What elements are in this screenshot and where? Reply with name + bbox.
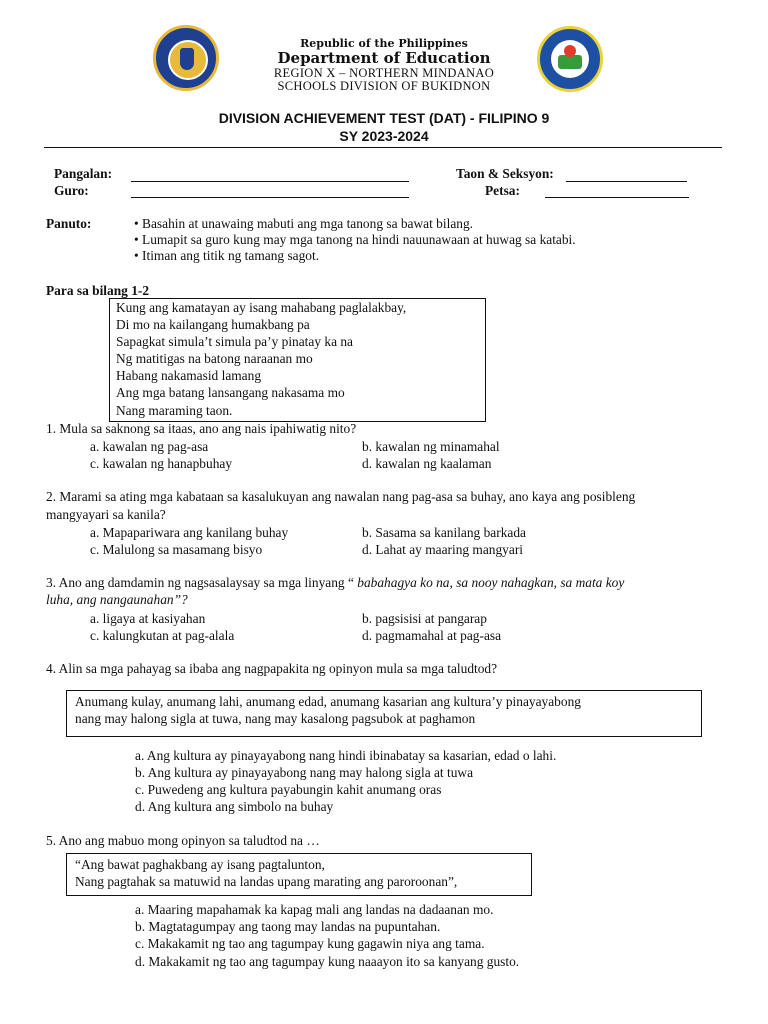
q3-option-d[interactable]: d. pagmamahal at pag-asa — [362, 628, 502, 643]
question-5: 5. Ano ang mabuo mong opinyon sa taludtod na … — [46, 833, 320, 848]
instructions-label: Panuto: — [46, 216, 92, 231]
name-label: Pangalan: — [54, 166, 113, 181]
q4-option-a[interactable]: a. Ang kultura ay pinayayabong nang hindi ibinabatay sa kasarian, edad o lahi. — [135, 748, 557, 763]
passage-line: Ng matitigas na batong naraanan mo — [116, 351, 313, 366]
q5-excerpt-line: Nang pagtahak sa matuwid na landas upang marating ang paroroonan”, — [75, 874, 458, 889]
teacher-label: Guro: — [54, 183, 89, 198]
q4-option-b[interactable]: b. Ang kultura ay pinayayabong nang may halong sigla at tuwa — [135, 765, 474, 780]
q3-quote: babahagya ko na, sa nooy nahagkan, sa mata koy — [357, 575, 625, 590]
school-year: SY 2023-2024 — [339, 128, 429, 144]
passage-line: Di mo na kailangang humakbang pa — [116, 317, 310, 332]
passage-line: Sapagkat simula’t simula pa’y pinatay ka na — [116, 334, 354, 349]
question-2: 2. Marami sa ating mga kabataan sa kasalukuyan ang nawalan nang pag-asa sa buhay, ano kaya ang posibleng — [46, 489, 636, 504]
q5-option-d[interactable]: d. Makakamit ng tao ang tagumpay kung naaayon ito sa kanyang gusto. — [135, 954, 520, 969]
q5-option-b[interactable]: b. Magtatagumpay ang taong may landas na pupuntahan. — [135, 919, 441, 934]
q3-option-c[interactable]: c. kalungkutan at pag-alala — [90, 628, 235, 643]
date-field[interactable] — [545, 197, 689, 198]
passage-line: Ang mga batang lansangang nakasama mo — [116, 385, 345, 400]
q1-option-c[interactable]: c. kawalan ng hanapbuhay — [90, 456, 233, 471]
q4-excerpt-line: nang may halong sigla at tuwa, nang may kasalong pagsubok at paghamon — [75, 711, 476, 726]
division-line: SCHOOLS DIVISION OF BUKIDNON — [277, 79, 491, 93]
q3-option-b[interactable]: b. pagsisisi at pangarap — [362, 611, 487, 626]
question-4: 4. Alin sa mga pahayag sa ibaba ang nagpapakita ng opinyon mula sa mga taludtod? — [46, 661, 498, 676]
department-line: Department of Education — [277, 49, 491, 67]
q5-excerpt-line: “Ang bawat paghakbang ay isang pagtalunton, — [75, 857, 325, 872]
question-1: 1. Mula sa saknong sa itaas, ano ang nais ipahiwatig nito? — [46, 421, 357, 436]
q2-option-c[interactable]: c. Malulong sa masamang bisyo — [90, 542, 263, 557]
q3-prefix: 3. Ano ang damdamin ng nagsasalaysay sa mga linyang “ — [46, 575, 358, 590]
q5-option-a[interactable]: a. Maaring mapahamak ka kapag mali ang landas na dadaanan mo. — [135, 902, 494, 917]
q2-option-a[interactable]: a. Mapapariwara ang kanilang buhay — [90, 525, 289, 540]
teacher-field[interactable] — [131, 197, 409, 198]
test-title: DIVISION ACHIEVEMENT TEST (DAT) - FILIPINO 9 — [218, 110, 550, 126]
instruction-item: • Lumapit sa guro kung may mga tanong na hindi nauunawaan at huwag sa katabi. — [134, 232, 576, 247]
year-section-field[interactable] — [566, 181, 687, 182]
q4-excerpt-line: Anumang kulay, anumang lahi, anumang edad, anumang kasarian ang kultura’y pinayayabong — [75, 694, 581, 709]
instruction-item: • Itiman ang titik ng tamang sagot. — [134, 248, 320, 263]
year-section-label: Taon & Seksyon: — [456, 166, 554, 181]
q1-option-d[interactable]: d. kawalan ng kaalaman — [362, 456, 492, 471]
date-label: Petsa: — [485, 183, 520, 198]
q3-quote-cont: luha, ang nangaunahan”? — [46, 592, 188, 607]
region-line: REGION X – NORTHERN MINDANAO — [273, 66, 495, 80]
passage-line: Nang maraming taon. — [116, 403, 233, 418]
passage-line: Habang nakamasid lamang — [116, 368, 262, 383]
question-3 — [46, 575, 624, 591]
passage-label: Para sa bilang 1-2 — [46, 283, 150, 298]
name-field[interactable] — [131, 181, 409, 182]
passage-line: Kung ang kamatayan ay isang mahabang paglalakbay, — [116, 300, 407, 315]
question-3-cont — [46, 592, 188, 608]
republic-line: Republic of the Philippines — [300, 37, 468, 50]
q5-option-c[interactable]: c. Makakamit ng tao ang tagumpay kung gagawin niya ang tama. — [135, 936, 485, 951]
header-divider — [44, 147, 722, 148]
question-2-cont: mangyayari sa kanila? — [46, 507, 166, 522]
q3-option-a[interactable]: a. ligaya at kasiyahan — [90, 611, 206, 626]
q4-option-d[interactable]: d. Ang kultura ang simbolo na buhay — [135, 799, 334, 814]
q1-option-b[interactable]: b. kawalan ng minamahal — [362, 439, 500, 454]
q2-option-b[interactable]: b. Sasama sa kanilang barkada — [362, 525, 526, 540]
q4-option-c[interactable]: c. Puwedeng ang kultura payabungin kahit anumang oras — [135, 782, 442, 797]
instruction-item: • Basahin at unawaing mabuti ang mga tanong sa bawat bilang. — [134, 216, 473, 231]
q1-option-a[interactable]: a. kawalan ng pag-asa — [90, 439, 209, 454]
q2-option-d[interactable]: d. Lahat ay maaring mangyari — [362, 542, 523, 557]
